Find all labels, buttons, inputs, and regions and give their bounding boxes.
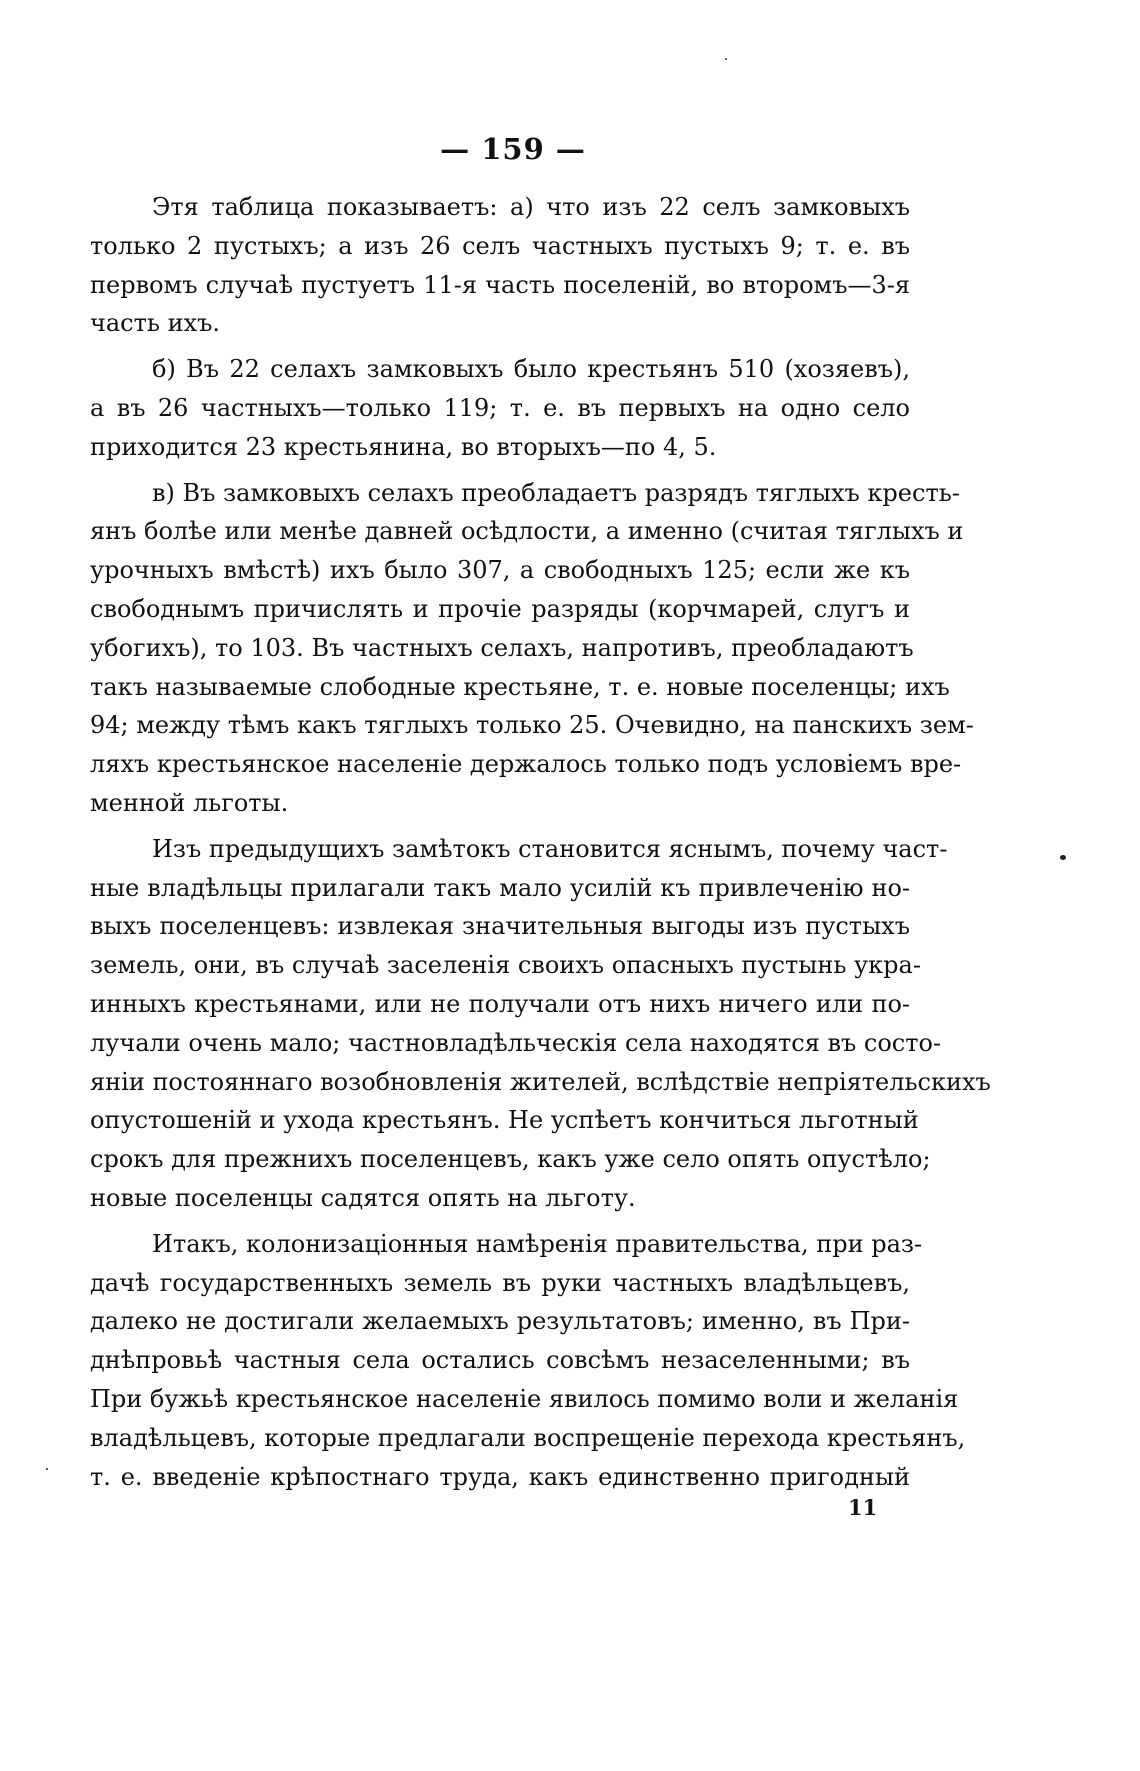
text-line: б) Въ 22 селахъ замковыхъ было крестьянъ 510 (хозяевъ), xyxy=(152,355,910,384)
scan-speck xyxy=(1060,855,1066,860)
text-line: Этя таблица показываетъ: а) что изъ 22 селъ замковыхъ xyxy=(152,193,910,221)
text-line: свободнымъ причислять и прочіе разряды (корчмарей, слугъ и xyxy=(90,594,910,623)
body-text xyxy=(90,188,991,1496)
text-line: приходится 23 крестьянина, во вторыхъ—по 4, 5. xyxy=(90,432,717,461)
text-line: выхъ поселенцевъ: извлекая значительныя выгоды изъ пустыхъ xyxy=(90,912,910,941)
text-line: земель, они, въ случаѣ заселенія своихъ опасныхъ пустынь укра- xyxy=(90,951,921,980)
text-line: 94; между тѣмъ какъ тяглыхъ только 25. Очевидно, на панскихъ зем- xyxy=(90,711,974,740)
text-line: днѣпровьѣ частныя села остались совсѣмъ незаселенными; въ xyxy=(90,1346,910,1375)
paragraph-1 xyxy=(90,188,910,343)
paragraph-2 xyxy=(90,350,910,466)
paragraph-4 xyxy=(90,830,991,1218)
scan-speck xyxy=(46,1468,48,1470)
text-line: первомъ случаѣ пустуетъ 11-я часть поселеній, во второмъ—3-я xyxy=(90,270,910,299)
paragraph-5 xyxy=(90,1225,966,1497)
text-line: инныхъ крестьянами, или не получали отъ нихъ ничего или по- xyxy=(90,989,910,1018)
text-line: При бужьѣ крестьянское населеніе явилось помимо воли и желанія xyxy=(90,1384,959,1413)
text-line: только 2 пустыхъ; а изъ 26 селъ частныхъ пустыхъ 9; т. е. въ xyxy=(90,231,910,260)
text-line: янъ болѣе или менѣе давней осѣдлости, а именно (считая тяглыхъ и xyxy=(90,517,964,546)
page-number: — 159 — xyxy=(440,132,586,166)
text-line: а въ 26 частныхъ—только 119; т. е. въ первыхъ на одно село xyxy=(90,393,910,422)
text-line: в) Въ замковыхъ селахъ преобладаетъ разрядъ тяглыхъ кресть- xyxy=(152,478,960,507)
text-line: менной льготы. xyxy=(90,788,289,817)
text-line: новые поселенцы садятся опять на льготу. xyxy=(90,1183,636,1212)
scan-speck xyxy=(725,58,727,60)
text-line: ляхъ крестьянское населеніе держалось только подъ условіемъ вре- xyxy=(90,750,962,779)
text-line: владѣльцевъ, которые предлагали воспрещеніе перехода крестьянъ, xyxy=(90,1423,966,1452)
text-line: часть ихъ. xyxy=(90,309,221,338)
text-line: яніи постояннаго возобновленія жителей, вслѣдствіе непріятельскихъ xyxy=(90,1067,991,1096)
paragraph-3 xyxy=(90,474,974,823)
text-line: дачѣ государственныхъ земель въ руки частныхъ владѣльцевъ, xyxy=(90,1268,910,1297)
text-line: урочныхъ вмѣстѣ) ихъ было 307, а свободныхъ 125; если же къ xyxy=(90,556,910,585)
text-line: т. е. введеніе крѣпостнаго труда, какъ единственно пригодный xyxy=(90,1462,910,1491)
text-line: убогихъ), то 103. Въ частныхъ селахъ, напротивъ, преобладаютъ xyxy=(90,633,914,662)
text-line: далеко не достигали желаемыхъ результатовъ; именно, въ При- xyxy=(90,1307,910,1336)
text-line: Итакъ, колонизаціонныя намѣренія правительства, при раз- xyxy=(152,1229,923,1258)
text-line: опустошеній и ухода крестьянъ. Не успѣетъ кончиться льготный xyxy=(90,1106,919,1135)
text-line: ные владѣльцы прилагали такъ мало усилій къ привлеченію но- xyxy=(90,873,910,902)
text-line: срокъ для прежнихъ поселенцевъ, какъ уже село опять опустѣло; xyxy=(90,1145,931,1174)
text-line: лучали очень мало; частновладѣльческія села находятся въ состо- xyxy=(90,1028,942,1057)
text-line: такъ называемые слободные крестьяне, т. е. новые поселенцы; ихъ xyxy=(90,672,950,701)
signature-mark: 11 xyxy=(848,1495,878,1520)
text-line: Изъ предыдущихъ замѣтокъ становится яснымъ, почему част- xyxy=(152,834,948,863)
